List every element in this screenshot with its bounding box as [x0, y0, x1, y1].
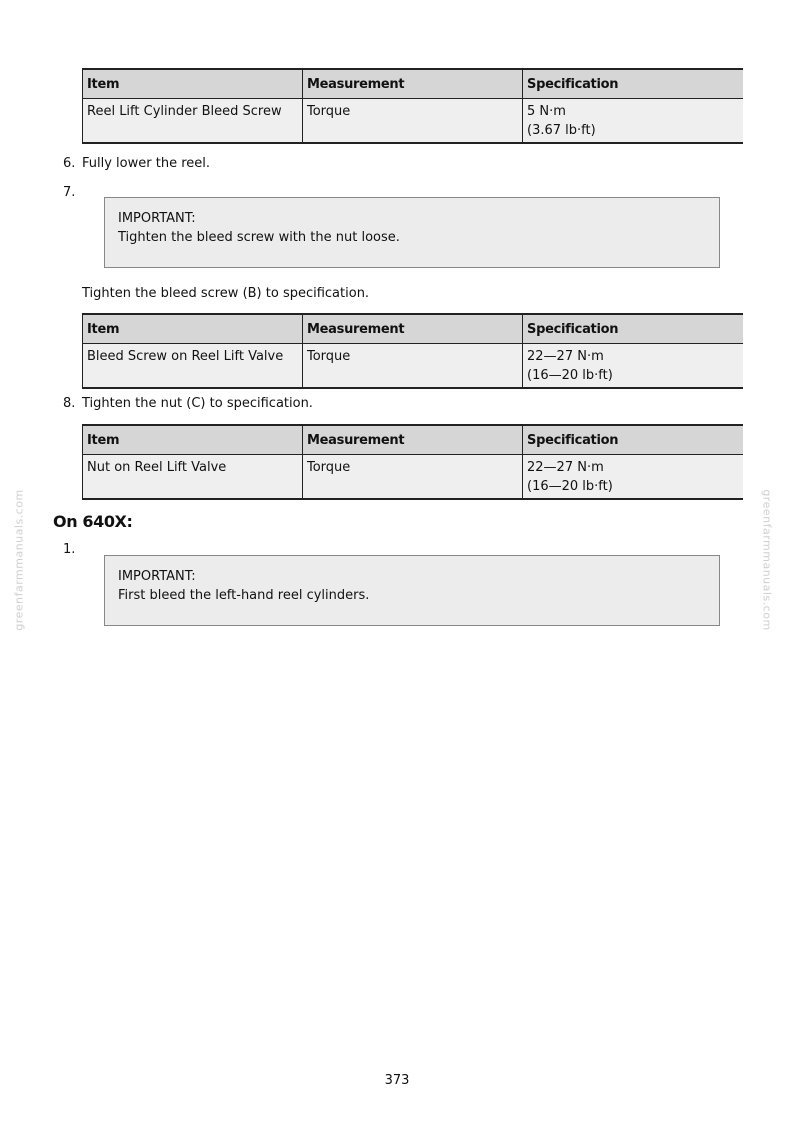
- important-note: [104, 555, 720, 626]
- column-header-item: Item: [83, 425, 303, 455]
- spec-table-valve-nut: [82, 424, 743, 500]
- table-row: [83, 344, 743, 389]
- column-header-measurement: Measurement: [303, 69, 523, 99]
- table-row: [83, 99, 743, 144]
- spec-metric: 22—27 N·m: [527, 460, 604, 475]
- section-heading: On 640X:: [53, 512, 133, 531]
- column-header-specification: Specification: [523, 425, 743, 455]
- column-header-measurement: Measurement: [303, 425, 523, 455]
- cell-measurement: Torque: [303, 99, 523, 144]
- column-header-specification: Specification: [523, 69, 743, 99]
- important-note: [104, 197, 720, 268]
- table-header-row: [83, 69, 743, 99]
- spec-imperial: (16—20 lb·ft): [527, 479, 613, 494]
- cell-item: Reel Lift Cylinder Bleed Screw: [83, 99, 303, 144]
- cell-item: Bleed Screw on Reel Lift Valve: [83, 344, 303, 389]
- column-header-item: Item: [83, 314, 303, 344]
- spec-imperial: (16—20 lb·ft): [527, 368, 613, 383]
- cell-specification: [523, 455, 743, 500]
- step-number-1: 1.: [63, 542, 76, 557]
- cell-measurement: Torque: [303, 344, 523, 389]
- note-label: IMPORTANT:: [118, 211, 196, 226]
- column-header-item: Item: [83, 69, 303, 99]
- table-header-row: [83, 314, 743, 344]
- table-row: [83, 455, 743, 500]
- step-text-7: Tighten the bleed screw (B) to specification.: [82, 286, 370, 301]
- page-number: 373: [384, 1073, 410, 1088]
- note-text: Tighten the bleed screw with the nut loose.: [118, 230, 400, 245]
- spec-imperial: (3.67 lb·ft): [527, 123, 596, 138]
- step-number-8: 8.: [63, 396, 76, 411]
- cell-specification: [523, 99, 743, 144]
- watermark-left: greenfarmmanuals.com: [12, 489, 26, 631]
- table-header-row: [83, 425, 743, 455]
- step-number-7: 7.: [63, 185, 76, 200]
- spec-table-bleed-screw: [82, 68, 743, 144]
- note-label: IMPORTANT:: [118, 569, 196, 584]
- step-text-6: Fully lower the reel.: [82, 156, 210, 171]
- spec-table-valve-bleed-screw: [82, 313, 743, 389]
- column-header-specification: Specification: [523, 314, 743, 344]
- watermark-right: greenfarmmanuals.com: [760, 489, 774, 631]
- column-header-measurement: Measurement: [303, 314, 523, 344]
- spec-metric: 22—27 N·m: [527, 349, 604, 364]
- cell-measurement: Torque: [303, 455, 523, 500]
- step-number-6: 6.: [63, 156, 76, 171]
- cell-item: Nut on Reel Lift Valve: [83, 455, 303, 500]
- step-text-8: Tighten the nut (C) to specification.: [82, 396, 313, 411]
- spec-metric: 5 N·m: [527, 104, 566, 119]
- cell-specification: [523, 344, 743, 389]
- note-text: First bleed the left-hand reel cylinders.: [118, 588, 370, 603]
